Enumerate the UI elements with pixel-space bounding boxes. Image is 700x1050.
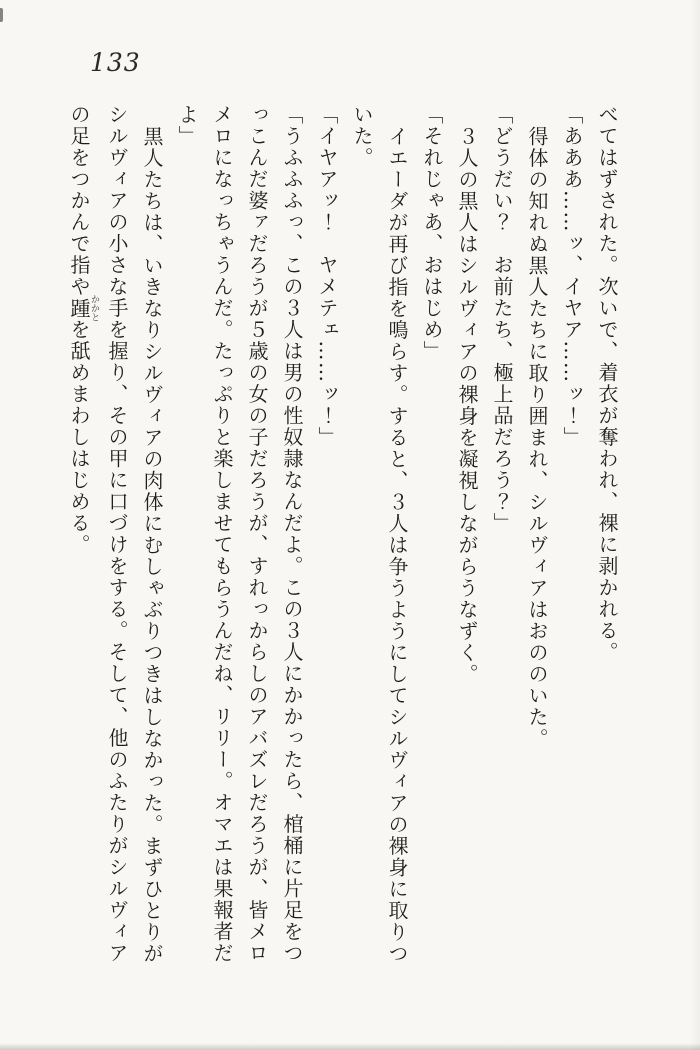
text-column: 「あああ……ッ、イヤア……ッ！」 [560, 104, 584, 448]
text-column: メロになっちゃうんだ。たっぷりと楽しませてもらうんだね、リリー。オマエは果報者だ [210, 104, 234, 964]
scan-shading [690, 0, 700, 1050]
text-column: 「どうだい？ お前たち、極上品だろう？」 [490, 104, 514, 534]
text-column: 黒人たちは、いきなりシルヴィアの肉体にむしゃぶりつきはしなかった。まずひとりが [140, 126, 164, 965]
text-column: 得体の知れぬ黒人たちに取り囲まれ、シルヴィアはおののいた。 [525, 126, 549, 750]
text-column: イエーダが再び指を鳴らす。すると、３人は争うようにしてシルヴィアの裸身に取りつ [385, 126, 409, 965]
page-number: 133 [90, 48, 141, 77]
text-column: よ」 [175, 104, 199, 147]
text-column: 「イヤアッ！ ヤメテェ……ッ！」 [315, 104, 339, 448]
text-column: 「それじゃあ、おはじめ」 [420, 104, 444, 362]
text-column: っこんだ婆ァだろうが５歳の女の子だろうが、すれっからしのアバズレだろうが、皆メロ [245, 104, 269, 964]
text-column: シルヴィアの小さな手を握り、その甲に口づけをする。そして、他のふたりがシルヴィア [105, 104, 129, 964]
scan-bottom-edge [0, 1043, 700, 1050]
text-column: の足をつかんで指や踵かかとを舐めまわしはじめる。 [67, 104, 99, 556]
text-column: 「うふふふっ、この３人は男の性奴隷なんだよ。この３人にかかったら、棺桶に片足をつ [280, 104, 304, 964]
ruby-annotation: 踵かかと [67, 294, 99, 322]
text-column: いた。 [350, 104, 374, 169]
text-column: ３人の黒人はシルヴィアの裸身を凝視しながらうなずく。 [455, 126, 479, 685]
text-block [61, 104, 624, 968]
scan-edge-artifact [0, 8, 3, 22]
text-column: べてはずされた。次いで、着衣が奪われ、裸に剥かれる。 [595, 104, 619, 663]
